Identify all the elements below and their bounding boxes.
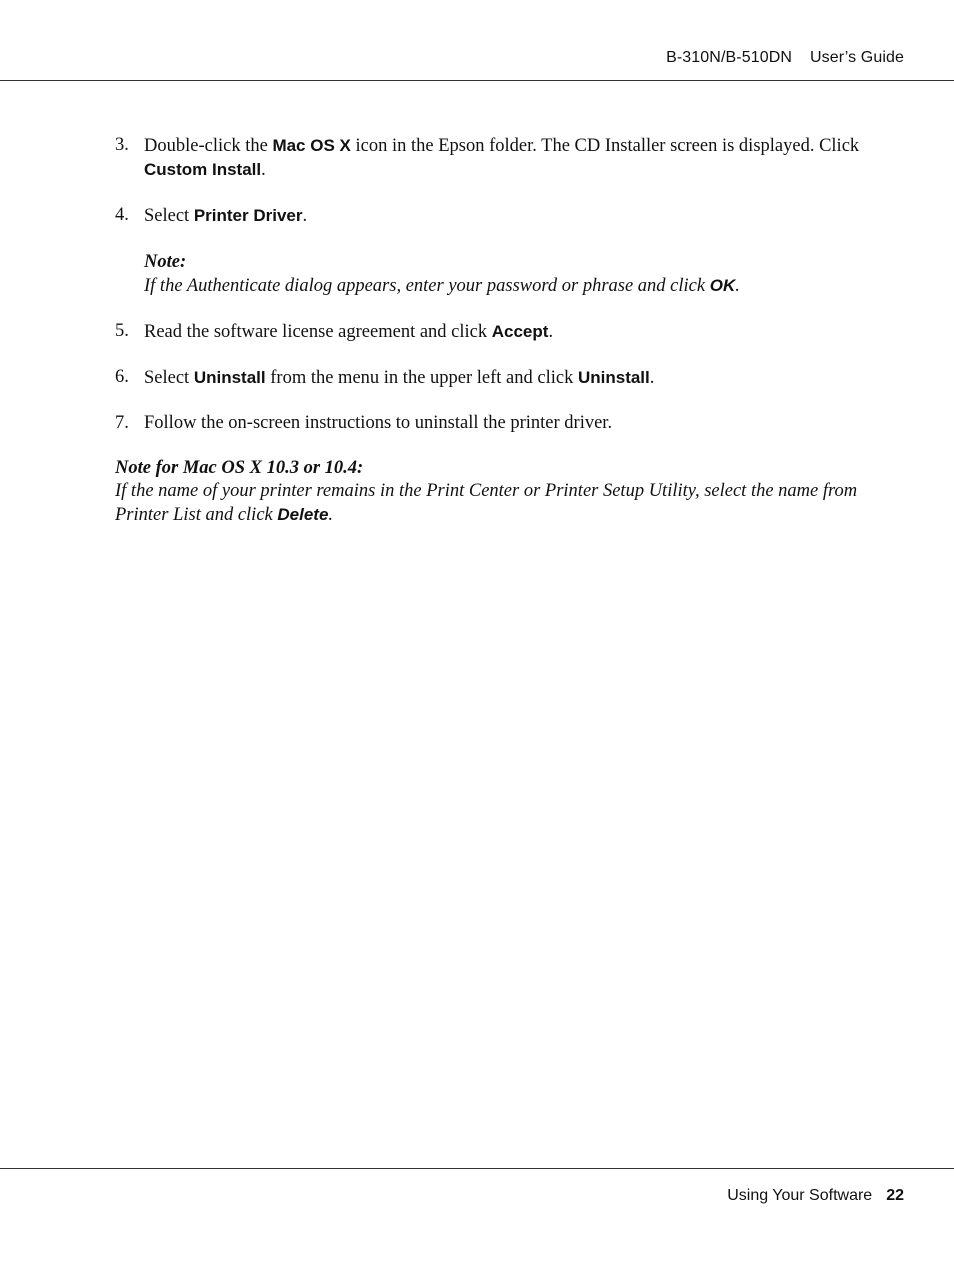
step-text: Double-click the [144,136,273,156]
step-text: Follow the on-screen instructions to uninstall the printer driver. [144,413,613,433]
header-guide-title: User’s Guide [810,49,904,66]
page-footer [0,1168,954,1204]
note-body: If the Authenticate dialog appears, enter your password or phrase and click [144,276,710,296]
step-text: . [548,322,554,342]
ui-term-ok: OK [709,276,736,295]
step-3 [115,134,895,182]
step-number: 6. [115,367,129,387]
final-note-body: If the name of your printer remains in the Print Center or Printer Setup Utility, select the name from Printer List and click [115,481,858,525]
ui-term-mac-os-x: Mac OS X [272,136,351,155]
ui-term-uninstall: Uninstall [577,368,650,387]
step-6 [115,366,895,390]
ui-term-uninstall: Uninstall [193,368,266,387]
final-note [115,457,895,527]
final-note-title: Note for Mac OS X 10.3 or 10.4: [115,458,364,478]
step-text: . [649,368,655,388]
step-text: Select [144,206,194,226]
step-number: 7. [115,413,129,433]
step-text: . [302,206,308,226]
footer-section: Using Your Software [727,1187,873,1204]
step-4 [115,204,895,298]
note-title: Note: [144,252,187,272]
page-header [0,0,954,81]
header-text [666,49,904,67]
step-number: 4. [115,205,129,225]
ui-term-printer-driver: Printer Driver [193,206,303,225]
step-text: Select [144,368,194,388]
final-note-text [115,480,895,527]
main-content [115,134,895,527]
step-5 [115,320,895,344]
note-block [144,251,895,298]
ui-term-delete: Delete [277,505,329,524]
ui-term-custom-install: Custom Install [144,160,262,179]
step-7 [115,412,895,435]
step-text: from the menu in the upper left and click [265,368,578,388]
header-model: B-310N/B-510DN [666,49,793,66]
note-end: . [735,276,740,296]
step-number: 5. [115,321,129,341]
note-text [144,274,895,298]
step-text: Read the software license agreement and click [144,322,492,342]
step-text: icon in the Epson folder. The CD Installer screen is displayed. Click [350,136,860,156]
footer-text [727,1187,904,1205]
final-note-end: . [328,505,334,525]
page-number: 22 [886,1187,904,1204]
ui-term-accept: Accept [491,322,549,341]
step-text: . [261,160,266,180]
step-number: 3. [115,135,129,155]
